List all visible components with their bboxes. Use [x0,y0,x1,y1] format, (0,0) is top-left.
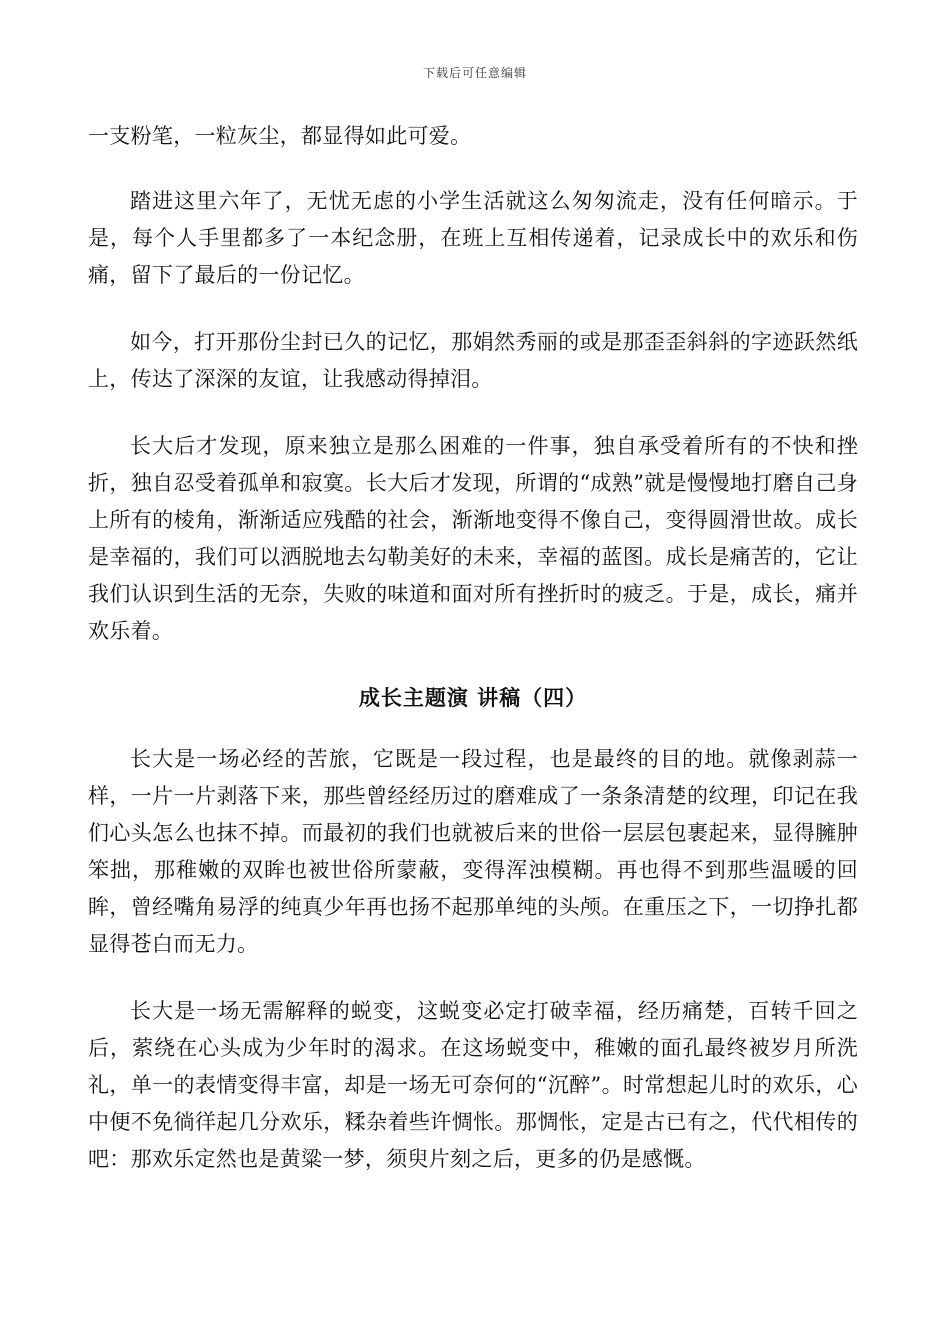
paragraph: 长大是一场必经的苦旅，它既是一段过程，也是最终的目的地。就像剥蒜一样，一片一片剥落下来，那些曾经经历过的磨难成了一条条清楚的纹理，印记在我们心头怎么也抹不掉。而最初的我们也就被后来的世俗一层层包裹起来，显得臃肿笨拙，那稚嫩的双眸也被世俗所蒙蔽，变得浑浊模糊。再也得不到那些温暖的回眸，曾经嘴角易浮的纯真少年再也扬不起那单纯的头颅。在重压之下，一切挣扎都显得苍白而无力。 [88,747,858,956]
paragraph: 踏进这里六年了，无忧无虑的小学生活就这么匆匆流走，没有任何暗示。于是，每个人手里都多了一本纪念册，在班上互相传递着，记录成长中的欢乐和伤痛，留下了最后的一份记忆。 [88,189,858,287]
paragraph: 长大是一场无需解释的蜕变，这蜕变必定打破幸福，经历痛楚，百转千回之后，萦绕在心头成为少年时的渴求。在这场蜕变中，稚嫩的面孔最终被岁月所洗礼，单一的表情变得丰富，却是一场无可奈何的“沉醉”。时常想起儿时的欢乐，心中便不免徜徉起几分欢乐，糅杂着些许惆怅。那惆怅，定是古已有之，代代相传的吧：那欢乐定然也是黄粱一梦，须臾片刻之后，更多的仍是感慨。 [88,999,858,1171]
section-title: 成长主题演 讲稿（四） [358,686,588,710]
paragraph: 长大后才发现，原来独立是那么困难的一件事，独自承受着所有的不快和挫折，独自忍受着孤单和寂寞。长大后才发现，所谓的“成熟”就是慢慢地打磨自己身上所有的棱角，渐渐适应残酷的社会，渐渐地变得不像自己，变得圆滑世故。成长是幸福的，我们可以洒脱地去勾勒美好的未来，幸福的蓝图。成长是痛苦的，它让我们认识到生活的无奈，失败的味道和面对所有挫折时的疲乏。于是，成长，痛并欢乐着。 [88,434,858,643]
paragraph-continuation: 一支粉笔，一粒灰尘，都显得如此可爱。 [88,124,472,148]
document-body [88,118,858,1208]
paragraph: 如今，打开那份尘封已久的记忆，那娟然秀丽的或是那歪歪斜斜的字迹跃然纸上，传达了深深的友谊，让我感动得掉泪。 [88,330,858,391]
header-note: 下载后可任意编辑 [422,66,527,80]
